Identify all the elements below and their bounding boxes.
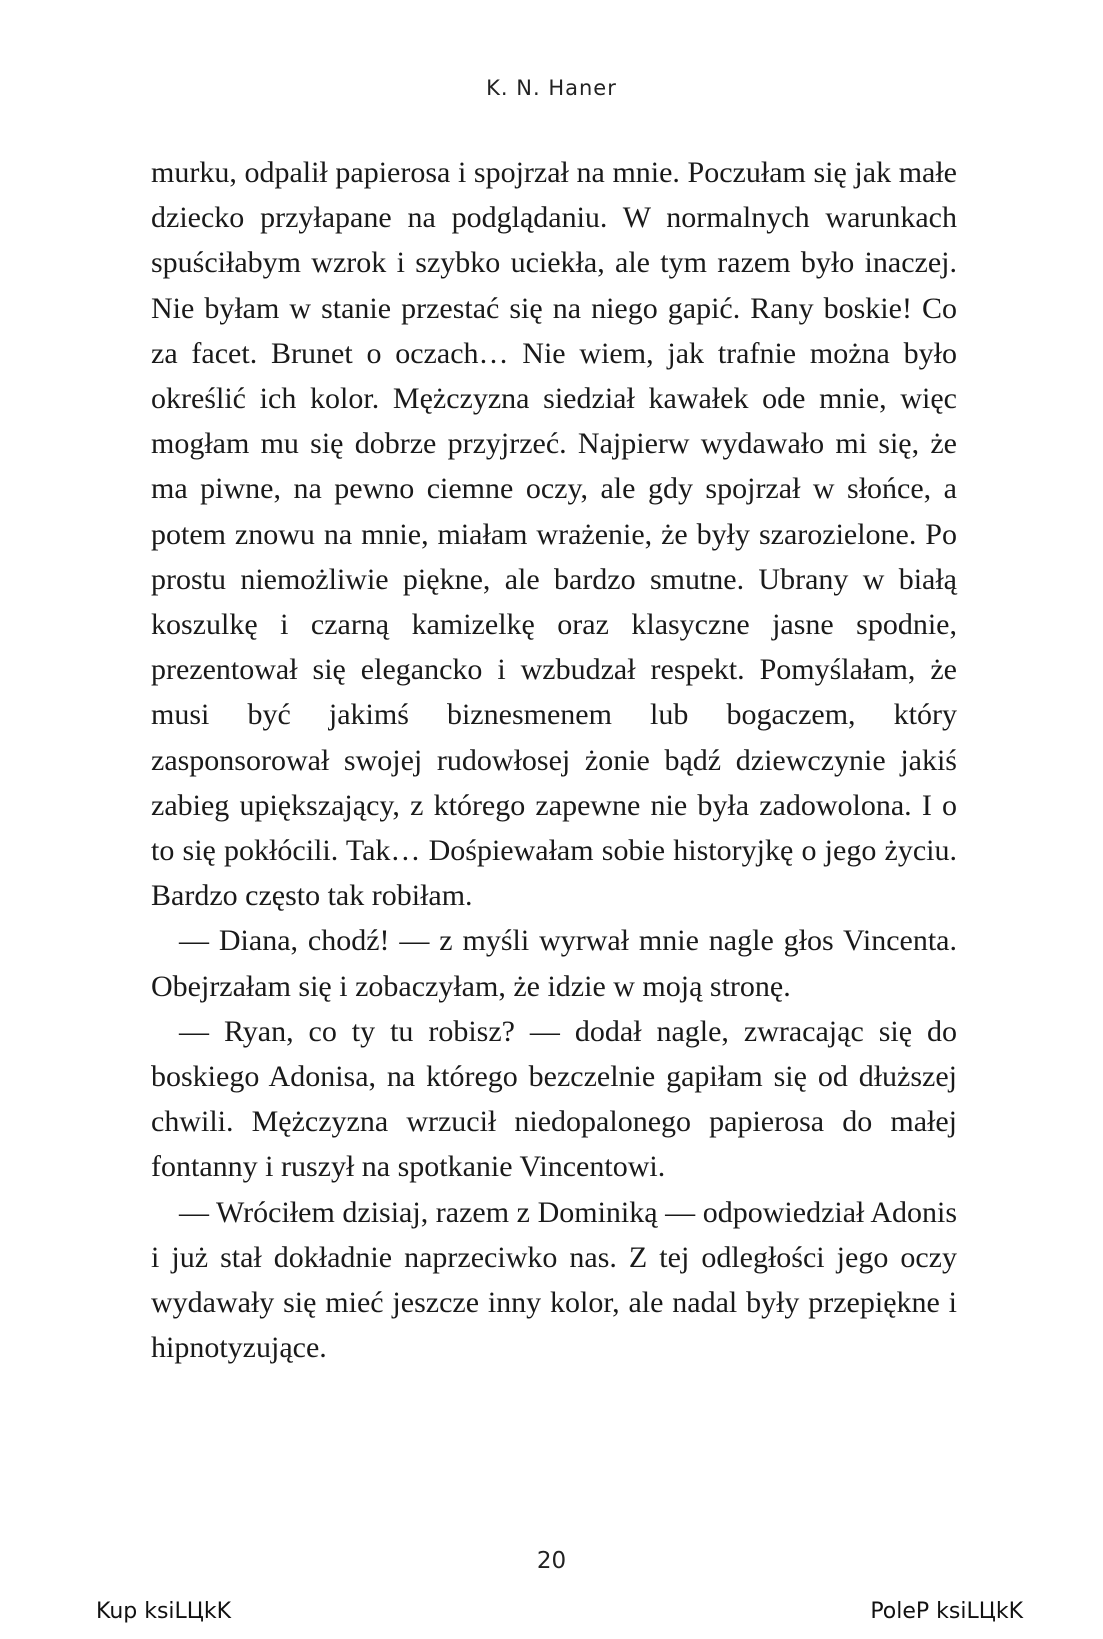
paragraph: — Diana, chodź! — z myśli wyrwał mnie nagle głos Vincenta. Obejrzałam się i zobaczyłam, że idzie w moją stronę. [151, 924, 957, 1003]
buy-book-link[interactable]: Kup ksiLЦkK [96, 1599, 232, 1624]
recommend-book-link[interactable]: PoleP ksiLЦkK [870, 1599, 1023, 1624]
paragraph: murku, odpalił papierosa i spojrzał na mnie. Poczułam się jak małe dziecko przyłapane na podglądaniu. W normalnych warunkach spuściłabym wzrok i szybko uciekła, ale tym razem było inaczej. Nie byłam w stanie przestać się na niego gapić. Rany boskie! Co za facet. Brunet o oczach… Nie wiem, jak trafnie można było określić ich kolor. Mężczyzna siedział kawałek ode mnie, więc mogłam mu się dobrze przyjrzeć. Najpierw wydawało mi się, że ma piwne, na pewno ciemne oczy, ale gdy spojrzał w słońce, a potem znowu na mnie, miałam wrażenie, że były szarozielone. Po prostu niemożliwie piękne, ale bardzo smutne. Ubrany w białą koszulkę i czarną kamizelkę oraz klasyczne jasne spodnie, prezentował się elegancko i wzbudzał respekt. Pomyślałam, że musi być jakimś biznesmenem lub bogaczem, który zasponsorował swojej rudowłosej żonie bądź dziewczynie jakiś zabieg upiększający, z którego zapewne nie była zadowolona. I o to się pokłócili. Tak… Dośpiewałam sobie historyjkę o jego życiu. Bardzo często tak robiłam. [151, 156, 957, 913]
page-number: 20 [536, 1548, 567, 1574]
paragraph: — Wróciłem dzisiaj, razem z Dominiką — odpowiedział Adonis i już stał dokładnie naprzeciwko nas. Z tej odległości jego oczy wydawały się mieć jeszcze inny kolor, ale nadal były przepiękne i hipnotyzujące. [151, 1195, 957, 1365]
paragraph: — Ryan, co ty tu robisz? — dodał nagle, zwracając się do boskiego Adonisa, na którego bezczelnie gapiłam się od dłuższej chwili. Mężczyzna wrzucił niedopalonego papierosa do małej fontanny i ruszył na spotkanie Vincentowi. [151, 1014, 957, 1184]
running-head: K. N. Haner [486, 76, 617, 100]
body-text [151, 150, 957, 1370]
